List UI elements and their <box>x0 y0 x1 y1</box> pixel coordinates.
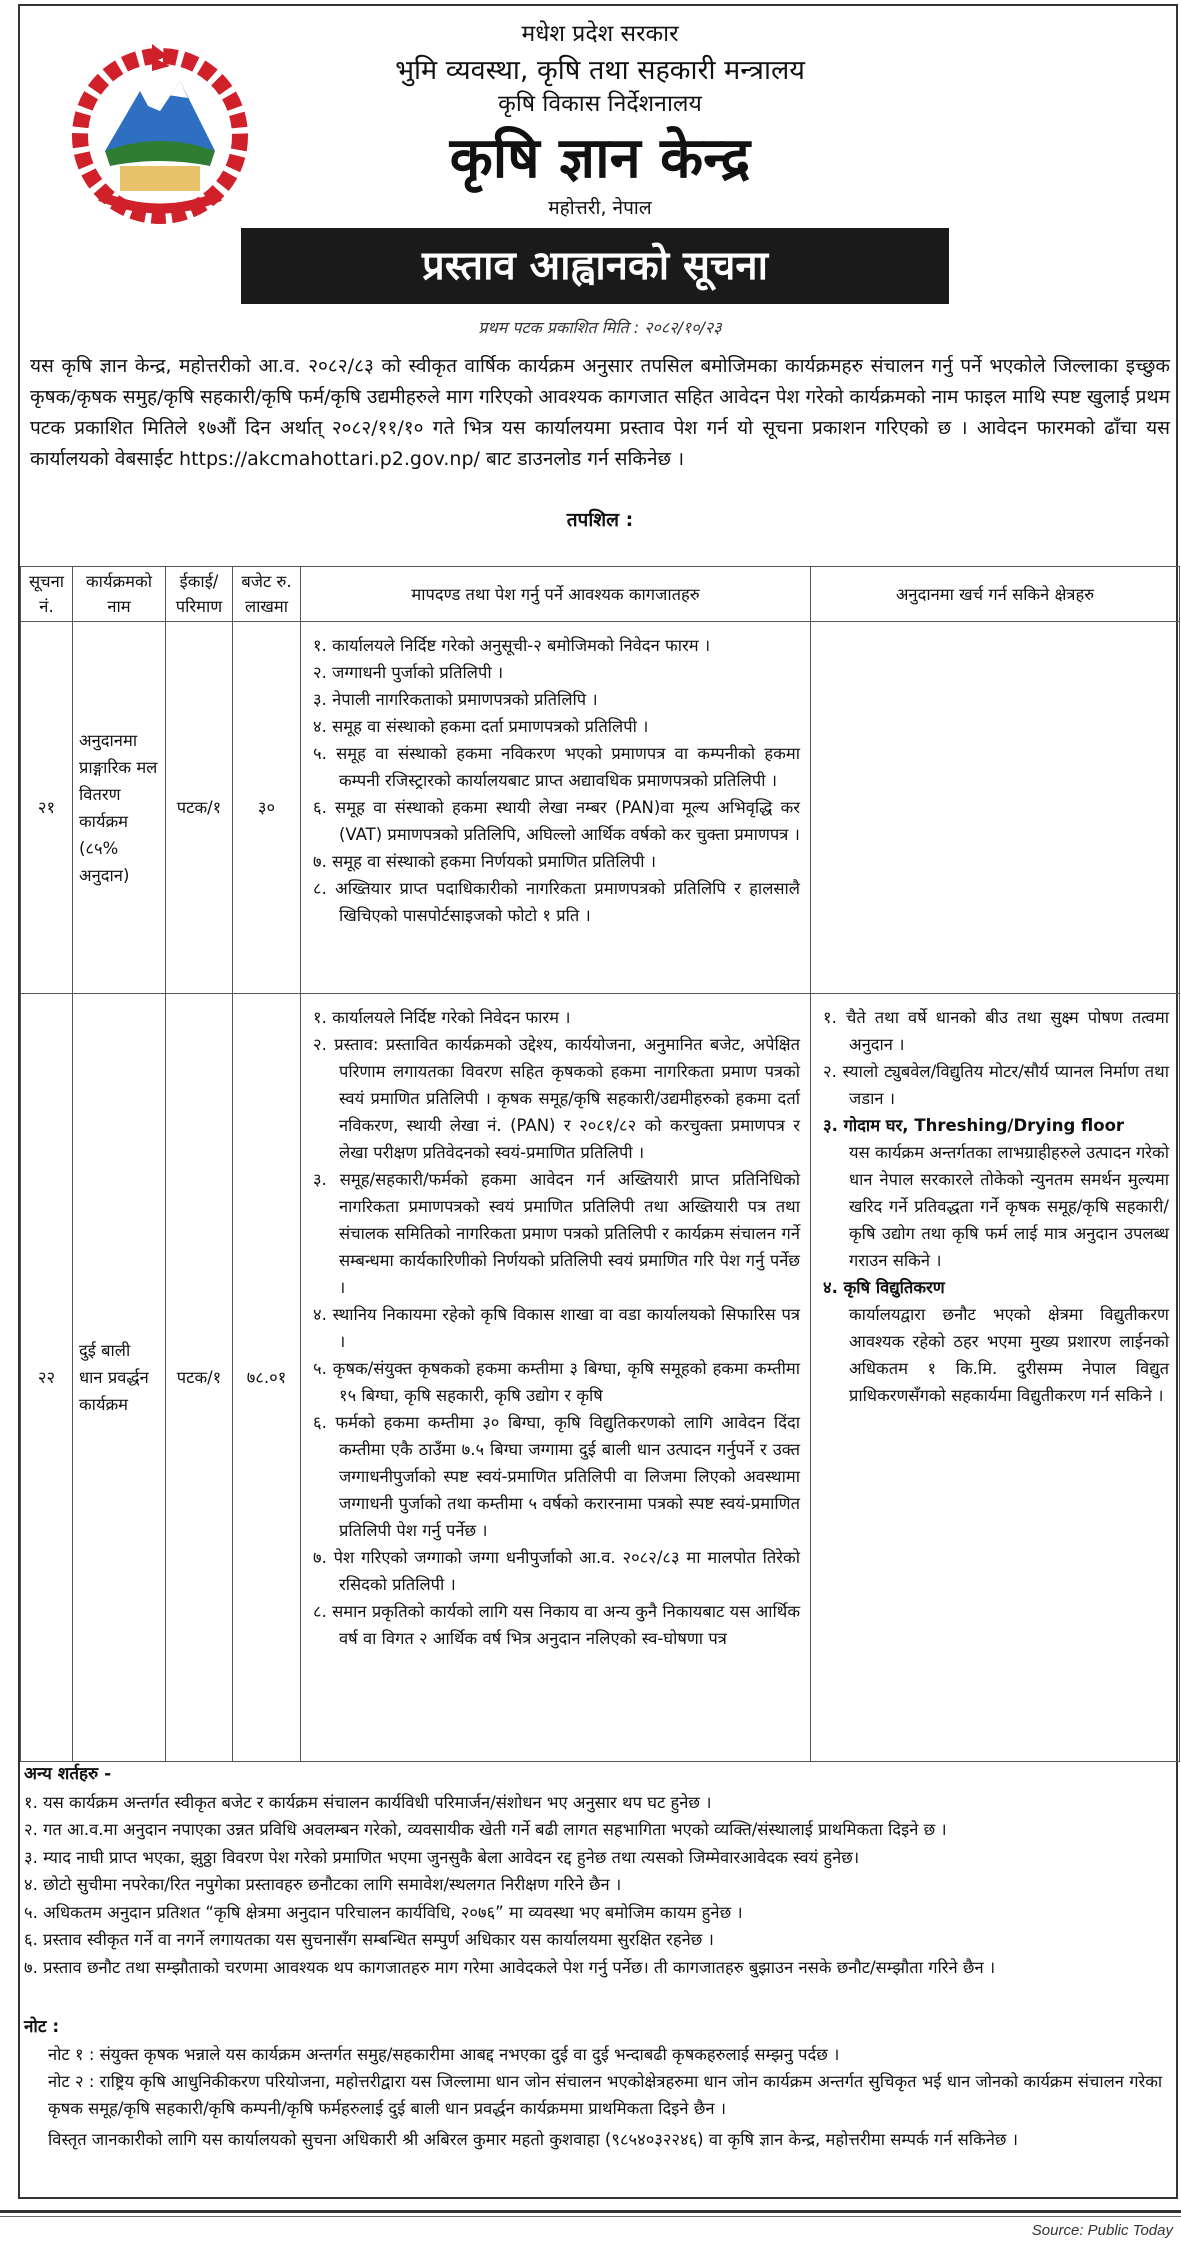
office-name: कृषि ज्ञान केन्द्र <box>449 126 751 191</box>
requirement-item: ४. समूह वा संस्थाको हकमा दर्ता प्रमाणपत्रको प्रतिलिपी । <box>313 717 649 736</box>
expense-title: २. स्यालो ट्युबवेल/विद्युतिय मोटर/सौर्य प्यानल निर्माण तथा जडान । <box>823 1062 1169 1108</box>
divider <box>0 2210 1181 2213</box>
notice-title: प्रस्ताव आह्वानको सूचना <box>241 228 949 304</box>
requirement-item: १. कार्यालयले निर्दिष्ट गरेको निवेदन फारम । <box>313 1008 571 1027</box>
condition-item: ४. छोटो सुचीमा नपरेका/रित नपुगेका प्रस्तावहरु छनौटका लागि समावेश/स्थलगत निरीक्षण गरिने छैन । <box>24 1875 622 1894</box>
cell-no: २२ <box>21 994 73 1762</box>
ministry-name: भुमि व्यवस्था, कृषि तथा सहकारी मन्त्रालय <box>395 55 805 86</box>
cell-name: दुई बाली धान प्रवर्द्धन कार्यक्रम <box>73 994 166 1762</box>
expense-title: ४. कृषि विद्युतिकरण <box>823 1278 945 1297</box>
expense-title: ३. गोदाम घर, Threshing/Drying floor <box>823 1116 1125 1135</box>
cell-budget: ७८.०१ <box>233 994 301 1762</box>
condition-item: ६. प्रस्ताव स्वीकृत गर्ने वा नगर्ने लगायतका यस सुचनासँग सम्बन्धित सम्पुर्ण अधिकार यस कार्यालयमा सुरक्षित रहनेछ । <box>24 1930 714 1949</box>
expense-description: यस कार्यक्रम अन्तर्गतका लाभग्राहीहरुले उत्पादन गरेको धान नेपाल सरकारले तोकेको न्युनतम समर्थन मुल्यमा खरिद गर्ने प्रतिवद्धता गर्ने कृषक समूह/कृषि सहकारी/कृषि उद्योग तथा कृषि फर्म लाई मात्र अनुदान उपलब्ध गराउन सकिने । <box>849 1143 1169 1270</box>
condition-item: ५. अधिकतम अनुदान प्रतिशत “कृषि क्षेत्रमा अनुदान परिचालन कार्यविधि, २०७६” मा व्यवस्था भए बमोजिम कायम हुनेछ । <box>24 1902 743 1922</box>
programs-table <box>20 566 1180 1762</box>
condition-item: ७. प्रस्ताव छनौट तथा सम्झौताको चरणमा आवश्यक थप कागजातहरु माग गरेमा आवेदकले पेश गर्नु पर्नेछ। ती कागजातहरु बुझाउन नसके छनौट/सम्झौता गरिने छैन । <box>24 1957 996 1977</box>
requirement-item: ७. पेश गरिएको जग्गाको जग्गा धनीपुर्जाको आ.व. २०८२/८३ मा मालपोत तिरेको रसिदको प्रतिलिपी । <box>313 1548 800 1594</box>
note-item: नोट १ : संयुक्त कृषक भन्नाले यस कार्यक्रम अन्तर्गत समुह/सहकारीमा आबद्द नभएका दुई वा दुई भन्दाबढी कृषकहरुलाई सम्झनु पर्दछ । <box>48 2045 840 2064</box>
requirement-item: ८. अख्तियार प्राप्त पदाधिकारीको नागरिकता प्रमाणपत्रको प्रतिलिपि र हालसालै खिचिएको पासपोर्टसाइजको फोटो १ प्रति । <box>313 879 800 925</box>
directorate-name: कृषि विकास निर्देशनालय <box>498 91 702 117</box>
conditions-list <box>24 1789 1174 1982</box>
requirements-list <box>313 632 800 929</box>
requirement-item: ३. नेपाली नागरिकताको प्रमाणपत्रको प्रतिलिपि । <box>313 690 598 709</box>
intro-paragraph: यस कृषि ज्ञान केन्द्र, महोत्तरीको आ.व. २०८२/८३ को स्वीकृत वार्षिक कार्यक्रम अनुसार तपसिल बमोजिमका कार्यक्रमहरु संचालन गर्नु पर्ने भएकोले जिल्लाका इच्छुक कृषक/कृषक समुह/कृषि सहकारी/कृषि फर्म/कृषि उद्यमीहरुले माग गरिएको आवश्यक कागजात सहित आवेदन पेश गरेको कार्यक्रमको नाम फाइल माथि स्पष्ट खुलाई प्रथम पटक प्रकाशित मितिले १७औं दिन अर्थात् २०८२/११/१० गते भित्र यस कार्यालयमा प्रस्ताव पेश गर्न यो सूचना प्रकाशन गरिएको छ । आवेदन फारमको ढाँचा यस कार्यालयको वेबसाईट https://akcmahottari.p2.gov.np/ बाट डाउनलोड गर्न सकिनेछ । <box>30 355 1170 470</box>
column-header: अनुदानमा खर्च गर्न सकिने क्षेत्रहरु <box>811 567 1180 622</box>
divider <box>0 2216 1181 2217</box>
expense-areas-cell <box>811 622 1180 994</box>
condition-item: १. यस कार्यक्रम अन्तर्गत स्वीकृत बजेट र कार्यक्रम संचालन कार्यविधी परिमार्जन/संशोधन भए अनुसार थप घट हुनेछ । <box>24 1792 712 1812</box>
requirement-item: ८. समान प्रकृतिको कार्यको लागि यस निकाय वा अन्य कुनै निकायबाट यस आर्थिक वर्ष वा विगत २ आर्थिक वर्ष भित्र अनुदान नलिएको स्व-घोषणा पत्र <box>313 1602 800 1648</box>
published-date: प्रथम पटक प्रकाशित मिति : २०८२/१०/२३ <box>478 318 722 337</box>
expense-areas-cell <box>811 994 1180 1762</box>
office-location: महोत्तरी, नेपाल <box>548 197 652 219</box>
requirement-item: ६. समूह वा संस्थाको हकमा स्थायी लेखा नम्बर (PAN)वा मूल्य अभिवृद्धि कर (VAT) प्रमाणपत्रको प्रतिलिपि, अघिल्लो आर्थिक वर्षको कर चुक्ता प्रमाणपत्र । <box>313 798 800 844</box>
expense-item <box>823 1058 1169 1112</box>
requirement-item: ६. फर्मको हकमा कम्तीमा ३० बिग्घा, कृषि विद्युतिकरणको लागि आवेदन दिंदा कम्तीमा एकै ठाउँमा ७.५ बिग्घा जग्गामा दुई बाली धान उत्पादन गर्नुपर्ने र उक्त जग्गाधनीपुर्जाको स्पष्ट स्वयं-प्रमाणित प्रतिलिपी वा लिजमा लिएको अवस्थामा जग्गाधनी पुर्जाको तथा कम्तीमा ५ वर्षको करारनामा पत्रको स्पष्ट स्वयं-प्रमाणित प्रतिलिपी पेश गर्नु पर्नेछ । <box>313 1413 800 1540</box>
column-header: बजेट रु. लाखमा <box>233 567 301 622</box>
requirements-list <box>313 1004 800 1652</box>
cell-unit: पटक/१ <box>166 994 233 1762</box>
notes-section <box>24 2014 1174 2153</box>
cell-unit: पटक/१ <box>166 622 233 994</box>
column-header: मापदण्ड तथा पेश गर्नु पर्ने आवश्यक कागजातहरु <box>301 567 811 622</box>
schedule-heading: तपशिल : <box>566 509 634 531</box>
requirement-item: १. कार्यालयले निर्दिष्ट गरेको अनुसूची-२ बमोजिमको निवेदन फारम । <box>313 636 711 655</box>
table-row <box>21 622 1180 994</box>
column-header: कार्यक्रमको नाम <box>73 567 166 622</box>
government-name: मधेश प्रदेश सरकार <box>521 21 679 47</box>
cell-budget: ३० <box>233 622 301 994</box>
requirements-cell <box>301 994 811 1762</box>
cell-name: अनुदानमा प्राङ्गारिक मल वितरण कार्यक्रम (८५% अनुदान) <box>73 622 166 994</box>
requirement-item: २. जग्गाधनी पुर्जाको प्रतिलिपी । <box>313 663 504 682</box>
requirement-item: ३. समूह/सहकारी/फर्मको हकमा आवेदन गर्न अख्तियारी प्राप्त प्रतिनिधिको नागरिकता प्रमाणपत्रको स्वयं प्रमाणित प्रतिलिपी तथा अख्तियारी पत्र तथा संचालक समितिको नागरिकता प्रमाण पत्रको प्रतिलिपी र कार्यक्रम संचालन गर्ने सम्बन्धमा कार्यकारिणीको निर्णयको प्रतिलिपी स्वयं प्रमाणित गरि पेश गर्नु पर्नेछ । <box>313 1170 800 1297</box>
expense-item <box>823 1004 1169 1058</box>
column-header: ईकाई/ परिमाण <box>166 567 233 622</box>
requirement-item: ५. कृषक/संयुक्त कृषकको हकमा कम्तीमा ३ बिग्घा, कृषि समूहको हकमा कम्तीमा १५ बिग्घा, कृषि सहकारी, कृषि उद्योग र कृषि <box>313 1359 800 1405</box>
table-header-row <box>21 567 1180 622</box>
expense-item <box>823 1112 1169 1274</box>
cell-no: २१ <box>21 622 73 994</box>
notes-title: नोट : <box>24 2017 60 2037</box>
requirements-cell <box>301 622 811 994</box>
condition-item: ३. म्याद नाघी प्राप्त भएका, झुठ्ठा विवरण पेश गरेको प्रमाणित भएमा जुनसुकै बेला आवेदन रद्द हुनेछ तथा त्यसको जिम्मेवारआवेदक स्वयं हुनेछ। <box>24 1847 860 1867</box>
table-row <box>21 994 1180 1762</box>
note-item: नोट २ : राष्ट्रिय कृषि आधुनिकीकरण परियोजना, महोत्तरीद्वारा यस जिल्लामा धान जोन संचालन भएकोक्षेत्रहरुमा धान जोन कार्यक्रम अन्तर्गत सुचिकृत भई धान जोनको कार्यक्रम संचालन गरेका कृषक समूह/कृषि सहकारी/कृषि कम्पनी/कृषि फर्महरुलाई दुई बाली धान प्रवर्द्धन कार्यक्रममा प्राथमिकता दिइने छैन । <box>48 2072 1163 2118</box>
other-conditions <box>24 1761 1174 1981</box>
condition-item: २. गत आ.व.मा अनुदान नपाएका उन्नत प्रविधि अवलम्बन गरेको, व्यवसायीक खेती गर्ने बढी लागत सहभागिता भएको व्यक्ति/संस्थालाई प्राथमिकता दिइने छ । <box>24 1820 947 1839</box>
expense-item <box>823 1274 1169 1409</box>
requirement-item: ५. समूह वा संस्थाको हकमा नविकरण भएको प्रमाणपत्र वा कम्पनीको हकमा कम्पनी रजिस्ट्रारको कार्यालयबाट प्राप्त अद्यावधिक प्रमाणपत्रको प्रतिलिपी । <box>313 744 800 790</box>
requirement-item: २. प्रस्ताव: प्रस्तावित कार्यक्रमको उद्देश्य, कार्ययोजना, अनुमानित बजेट, अपेक्षित परिणाम लगायतका विवरण सहित कृषकको हकमा नागरिकता प्रमाण पत्रको स्वयं प्रमाणित प्रतिलिपी । कृषक समूह/कृषि सहकारी/उद्यमीहरुको हकमा दर्ता नविकरण, स्थायी लेखा नं. (PAN) र २०८१/८२ को करचुक्ता प्रमाणपत्र र लेखा परीक्षण प्रतिवेदनको स्वयं-प्रमाणित प्रतिलिपी । <box>313 1035 800 1162</box>
requirement-item: ४. स्थानिय निकायमा रहेको कृषि विकास शाखा वा वडा कार्यालयको सिफारिस पत्र । <box>313 1305 800 1351</box>
letterhead <box>20 6 1180 566</box>
expense-description: कार्यालयद्वारा छनौट भएको क्षेत्रमा विद्युतीकरण आवश्यक रहेको ठहर भएमा मुख्य प्रशारण लाईनको अधिकतम १ कि.मि. दुरीसम्म नेपाल विद्युत प्राधिकरणसँगको सहकार्यमा विद्युतीकरण गर्न सकिने । <box>849 1305 1169 1405</box>
conditions-title: अन्य शर्तहरु - <box>24 1764 112 1784</box>
notice-document <box>18 4 1178 2199</box>
source-credit: Source: Public Today <box>1031 2222 1173 2239</box>
note-item: विस्तृत जानकारीको लागि यस कार्यालयको सुचना अधिकारी श्री अबिरल कुमार महतो कुशवाहा (९८५४०३२२४६) वा कृषि ज्ञान केन्द्र, महोत्तरीमा सम्पर्क गर्न सकिनेछ । <box>48 2130 1018 2149</box>
requirement-item: ७. समूह वा संस्थाको हकमा निर्णयको प्रमाणित प्रतिलिपी । <box>313 852 657 871</box>
expense-title: १. चैते तथा वर्षे धानको बीउ तथा सुक्ष्म पोषण तत्वमा अनुदान । <box>823 1008 1169 1054</box>
column-header: सूचना नं. <box>21 567 73 622</box>
